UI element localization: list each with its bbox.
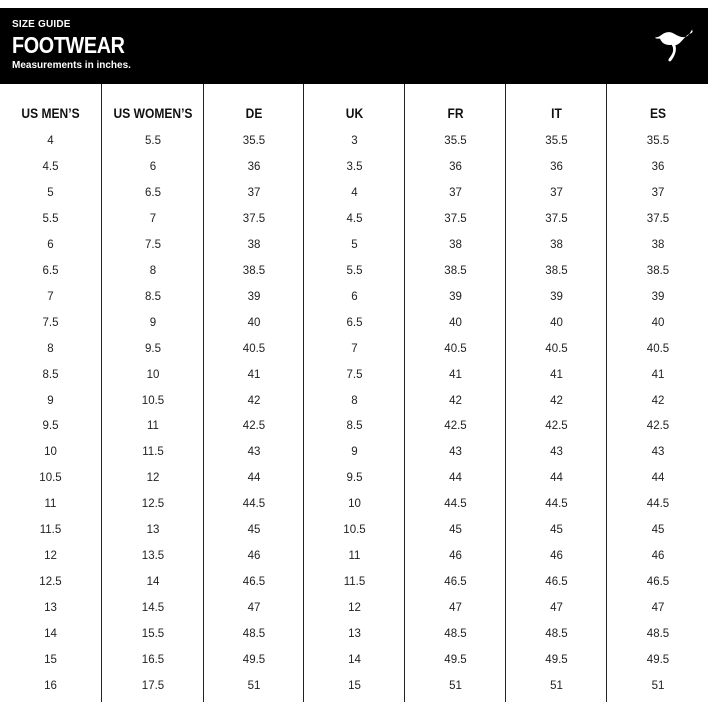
- table-cell: 46.5: [242, 576, 266, 589]
- table-cell: 12.5: [141, 498, 165, 511]
- table-cell: 40: [247, 316, 261, 329]
- table-cell: 47: [449, 602, 462, 615]
- table-cell: 38.5: [646, 264, 670, 277]
- table-cell: 10: [146, 368, 160, 381]
- table-cell: 46.5: [545, 576, 568, 589]
- table-cell: 11: [348, 550, 361, 563]
- table-cell: 4: [351, 186, 358, 199]
- table-cell: 9.5: [145, 342, 161, 355]
- table-cell: 49.5: [545, 654, 568, 666]
- table-cell: 37: [550, 186, 563, 199]
- table-cell: 7: [351, 342, 358, 355]
- table-cell: 46: [651, 550, 665, 563]
- table-cell: 4.5: [346, 212, 363, 225]
- table-cell: 46: [550, 550, 563, 563]
- table-cell: 12: [348, 602, 361, 615]
- column-header: US MEN’S: [21, 105, 80, 121]
- table-cell: 9: [149, 316, 157, 329]
- table-cell: 39: [550, 290, 563, 303]
- table-cell: 44: [449, 472, 462, 485]
- table-cell: 43: [651, 446, 665, 459]
- size-guide-header: [0, 8, 708, 84]
- table-cell: 7.5: [42, 316, 59, 329]
- table-cell: 49.5: [444, 654, 467, 666]
- table-cell: 36: [550, 160, 563, 173]
- table-cell: 6.5: [145, 186, 161, 199]
- guide-kicker: SIZE GUIDE: [12, 19, 71, 30]
- table-cell: 9: [47, 394, 54, 407]
- table-cell: 13.5: [141, 550, 165, 563]
- table-cell: 42: [651, 394, 665, 407]
- table-cell: 46: [247, 550, 261, 563]
- table-cell: 46.5: [444, 576, 467, 589]
- table-cell: 8.5: [42, 368, 59, 381]
- table-cell: 45: [449, 524, 462, 537]
- table-cell: 35.5: [646, 135, 670, 147]
- column-header: ES: [649, 105, 667, 121]
- column-header: DE: [245, 105, 263, 121]
- table-cell: 9: [351, 446, 358, 459]
- table-cell: 8: [47, 342, 54, 355]
- column-header: UK: [345, 105, 364, 121]
- table-cell: 38: [550, 238, 563, 251]
- table-cell: 12: [44, 550, 57, 563]
- page-title: FOOTWEAR: [12, 32, 125, 58]
- table-cell: 14: [44, 628, 57, 641]
- col-es: [606, 84, 708, 702]
- table-cell: 45: [550, 524, 563, 537]
- col-fr: [404, 84, 506, 702]
- table-cell: 6.5: [346, 316, 363, 329]
- table-cell: 37.5: [242, 212, 266, 225]
- column-header: US WOMEN’S: [113, 105, 193, 121]
- table-cell: 38.5: [444, 264, 467, 277]
- table-cell: 39: [449, 290, 462, 303]
- table-cell: 48.5: [444, 628, 467, 641]
- table-cell: 13: [348, 628, 361, 641]
- table-cell: 41: [247, 368, 261, 381]
- table-cell: 39: [247, 290, 261, 303]
- table-cell: 5.5: [145, 135, 161, 147]
- table-cell: 47: [247, 602, 261, 615]
- table-cell: 44.5: [646, 498, 670, 511]
- table-cell: 9.5: [42, 420, 59, 433]
- col-uk: [303, 84, 405, 702]
- table-cell: 47: [550, 602, 563, 615]
- table-cell: 35.5: [545, 135, 568, 147]
- table-cell: 10: [348, 498, 361, 511]
- measurement-note: Measurements in inches.: [12, 60, 131, 71]
- table-cell: 11: [147, 420, 159, 433]
- table-cell: 37: [651, 186, 665, 199]
- table-cell: 36: [449, 160, 462, 173]
- table-cell: 14.5: [141, 602, 165, 615]
- table-cell: 3: [351, 135, 358, 147]
- table-cell: 15.5: [141, 628, 165, 641]
- table-cell: 36: [247, 160, 261, 173]
- table-cell: 41: [550, 368, 563, 381]
- table-cell: 15: [348, 679, 361, 692]
- table-cell: 51: [247, 679, 261, 692]
- table-cell: 51: [651, 679, 665, 692]
- table-cell: 40.5: [444, 342, 467, 355]
- table-cell: 4: [47, 135, 54, 147]
- table-cell: 38: [449, 238, 462, 251]
- table-cell: 8: [149, 264, 157, 277]
- table-cell: 37.5: [545, 212, 568, 225]
- table-cell: 48.5: [242, 628, 266, 641]
- table-cell: 43: [247, 446, 261, 459]
- table-cell: 38: [651, 238, 665, 251]
- table-cell: 10.5: [39, 472, 62, 485]
- col-de: [203, 84, 304, 702]
- table-cell: 6: [149, 160, 157, 173]
- table-cell: 40: [550, 316, 563, 329]
- table-cell: 6: [47, 238, 54, 251]
- table-cell: 44: [550, 472, 563, 485]
- table-cell: 42.5: [545, 420, 568, 433]
- table-cell: 10: [44, 446, 57, 459]
- table-cell: 45: [247, 524, 261, 537]
- column-header: FR: [447, 105, 464, 121]
- table-cell: 5: [351, 238, 358, 251]
- table-cell: 47: [651, 602, 665, 615]
- table-cell: 8: [351, 394, 358, 407]
- table-cell: 13: [146, 524, 160, 537]
- table-cell: 41: [651, 368, 665, 381]
- table-cell: 7.5: [346, 368, 363, 381]
- col-us-men: [0, 84, 101, 702]
- table-cell: 38.5: [242, 264, 266, 277]
- table-cell: 7: [149, 212, 157, 225]
- table-cell: 10.5: [343, 524, 366, 537]
- table-cell: 37.5: [646, 212, 670, 225]
- table-cell: 14: [146, 576, 160, 589]
- table-cell: 44: [247, 472, 261, 485]
- table-cell: 8.5: [346, 420, 363, 433]
- table-cell: 49.5: [242, 654, 266, 666]
- table-cell: 40.5: [545, 342, 568, 355]
- puma-logo-icon: [647, 26, 695, 66]
- table-cell: 11: [44, 498, 57, 511]
- table-cell: 40.5: [242, 342, 266, 355]
- table-cell: 35.5: [444, 135, 467, 147]
- table-cell: 39: [651, 290, 665, 303]
- table-cell: 9.5: [346, 472, 363, 485]
- table-cell: 6: [351, 290, 358, 303]
- table-cell: 13: [44, 602, 57, 615]
- table-cell: 46.5: [646, 576, 670, 589]
- table-cell: 4.5: [42, 160, 59, 173]
- table-cell: 11.5: [343, 576, 366, 589]
- table-cell: 11.5: [142, 446, 164, 459]
- table-cell: 10.5: [141, 394, 165, 407]
- col-us-women: [101, 84, 204, 702]
- table-cell: 43: [550, 446, 563, 459]
- column-header: IT: [551, 105, 562, 121]
- table-cell: 7.5: [145, 238, 161, 251]
- table-cell: 12: [146, 472, 160, 485]
- table-cell: 40.5: [646, 342, 670, 355]
- table-cell: 42.5: [444, 420, 467, 433]
- table-cell: 8.5: [145, 290, 161, 303]
- table-cell: 37: [449, 186, 462, 199]
- table-cell: 5.5: [42, 212, 59, 225]
- table-cell: 42: [550, 394, 563, 407]
- table-cell: 51: [550, 679, 563, 692]
- table-cell: 43: [449, 446, 462, 459]
- table-cell: 44.5: [242, 498, 266, 511]
- table-cell: 44: [651, 472, 665, 485]
- table-cell: 42.5: [242, 420, 266, 433]
- table-cell: 12.5: [39, 576, 62, 589]
- table-cell: 38.5: [545, 264, 568, 277]
- table-cell: 41: [449, 368, 462, 381]
- table-cell: 38: [247, 238, 261, 251]
- col-it: [505, 84, 607, 702]
- table-cell: 6.5: [42, 264, 59, 277]
- table-cell: 15: [44, 654, 57, 666]
- table-cell: 44.5: [444, 498, 467, 511]
- table-cell: 45: [651, 524, 665, 537]
- table-cell: 5.5: [346, 264, 363, 277]
- table-cell: 17.5: [141, 679, 165, 692]
- table-cell: 11.5: [39, 524, 62, 537]
- table-cell: 5: [47, 186, 54, 199]
- table-cell: 48.5: [646, 628, 670, 641]
- table-cell: 35.5: [242, 135, 266, 147]
- table-cell: 37: [247, 186, 261, 199]
- table-cell: 37.5: [444, 212, 467, 225]
- table-cell: 42: [247, 394, 261, 407]
- table-cell: 7: [47, 290, 54, 303]
- table-cell: 16: [44, 679, 57, 692]
- table-cell: 14: [348, 654, 361, 666]
- table-cell: 40: [651, 316, 665, 329]
- table-cell: 40: [449, 316, 462, 329]
- table-cell: 3.5: [346, 160, 363, 173]
- table-cell: 42.5: [646, 420, 670, 433]
- table-cell: 51: [449, 679, 462, 692]
- table-cell: 48.5: [545, 628, 568, 641]
- table-cell: 49.5: [646, 654, 670, 666]
- table-cell: 16.5: [141, 654, 165, 666]
- table-cell: 44.5: [545, 498, 568, 511]
- table-cell: 36: [651, 160, 665, 173]
- footwear-size-table: [0, 84, 708, 702]
- table-cell: 46: [449, 550, 462, 563]
- table-cell: 42: [449, 394, 462, 407]
